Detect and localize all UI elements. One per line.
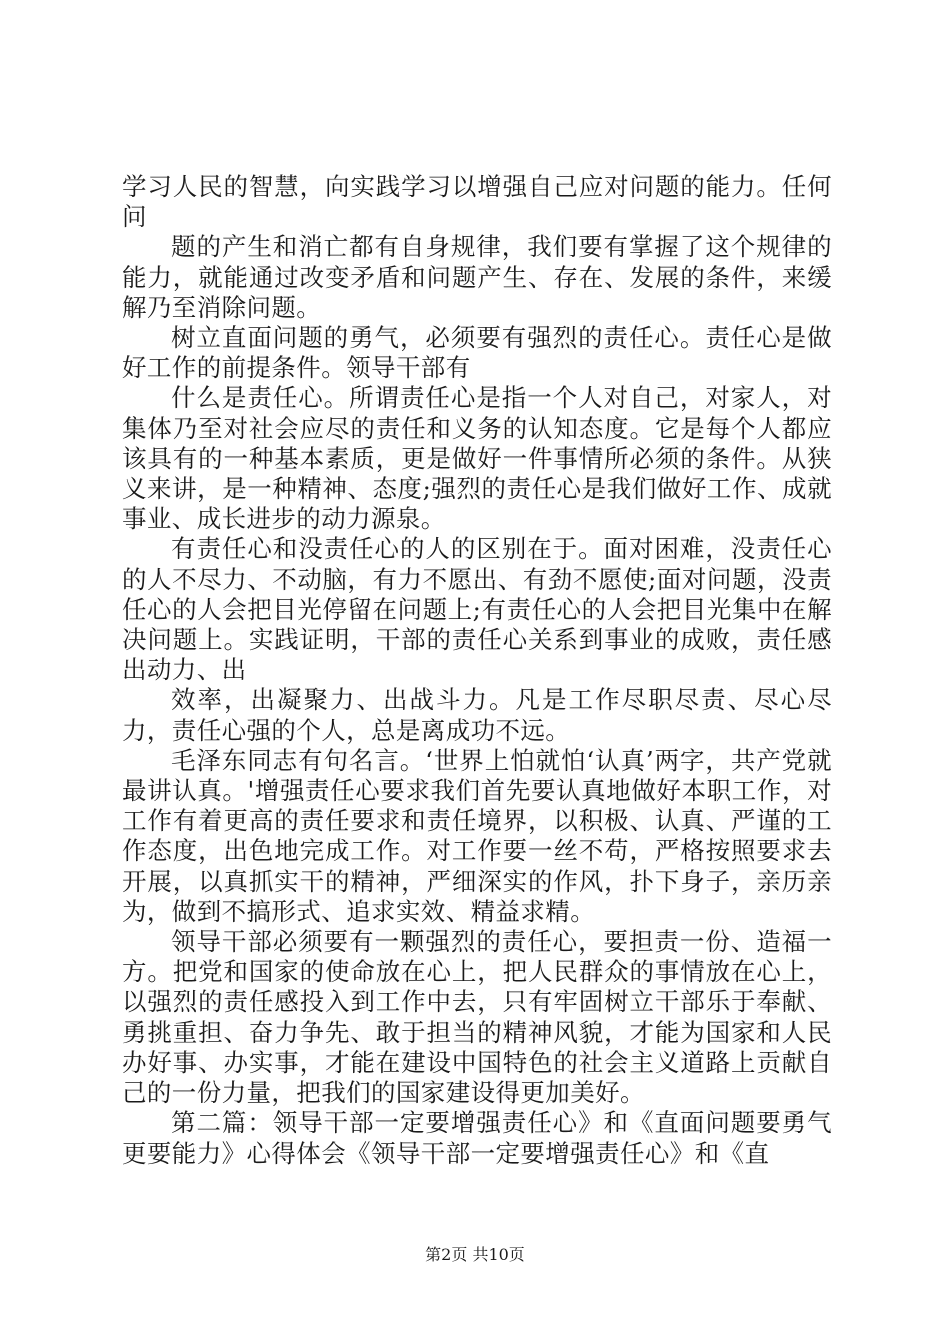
paragraph: 树立直面问题的勇气，必须要有强烈的责任心。责任心是做好工作的前提条件。领导干部有 bbox=[122, 323, 832, 383]
paragraph: 第二篇：领导干部一定要增强责任心》和《直面问题要勇气更要能力》心得体会《领导干部一定要增强责任心》和《直 bbox=[122, 1108, 832, 1168]
document-body bbox=[122, 172, 832, 1169]
paragraph: 效率，出凝聚力、出战斗力。凡是工作尽职尽责、尽心尽力，责任心强的个人，总是离成功不远。 bbox=[122, 685, 832, 745]
paragraph: 学习人民的智慧，向实践学习以增强自己应对问题的能力。任何问 bbox=[122, 172, 832, 232]
paragraph: 题的产生和消亡都有自身规律，我们要有掌握了这个规律的能力，就能通过改变矛盾和问题产生、存在、发展的条件，来缓解乃至消除问题。 bbox=[122, 232, 832, 322]
paragraph: 毛泽东同志有句名言。‘世界上怕就怕‘认真’两字，共产党就最讲认真。'增强责任心要求我们首先要认真地做好本职工作，对工作有着更高的责任要求和责任境界，以积极、认真、严谨的工作态度，出色地完成工作。对工作要一丝不苟，严格按照要求去开展，以真抓实干的精神，严细深实的作风，扑下身子，亲历亲为，做到不搞形式、追求实效、精益求精。 bbox=[122, 745, 832, 926]
paragraph: 有责任心和没责任心的人的区别在于。面对困难，没责任心的人不尽力、不动脑，有力不愿出、有劲不愿使;面对问题，没责任心的人会把目光停留在问题上;有责任心的人会把目光集中在解决问题上。实践证明，干部的责任心关系到事业的成败，责任感出动力、出 bbox=[122, 534, 832, 685]
paragraph: 什么是责任心。所谓责任心是指一个人对自己，对家人，对集体乃至对社会应尽的责任和义务的认知态度。它是每个人都应该具有的一种基本素质，更是做好一件事情所必须的条件。从狭义来讲，是一种精神、态度;强烈的责任心是我们做好工作、成就事业、成长进步的动力源泉。 bbox=[122, 383, 832, 534]
paragraph: 领导干部必须要有一颗强烈的责任心，要担责一份、造福一方。把党和国家的使命放在心上，把人民群众的事情放在心上，以强烈的责任感投入到工作中去，只有牢固树立干部乐于奉献、勇挑重担、奋力争先、敢于担当的精神风貌，才能为国家和人民办好事、办实事，才能在建设中国特色的社会主义道路上贡献自己的一份力量，把我们的国家建设得更加美好。 bbox=[122, 927, 832, 1108]
page-number-footer: 第2页 共10页 bbox=[425, 1245, 525, 1264]
